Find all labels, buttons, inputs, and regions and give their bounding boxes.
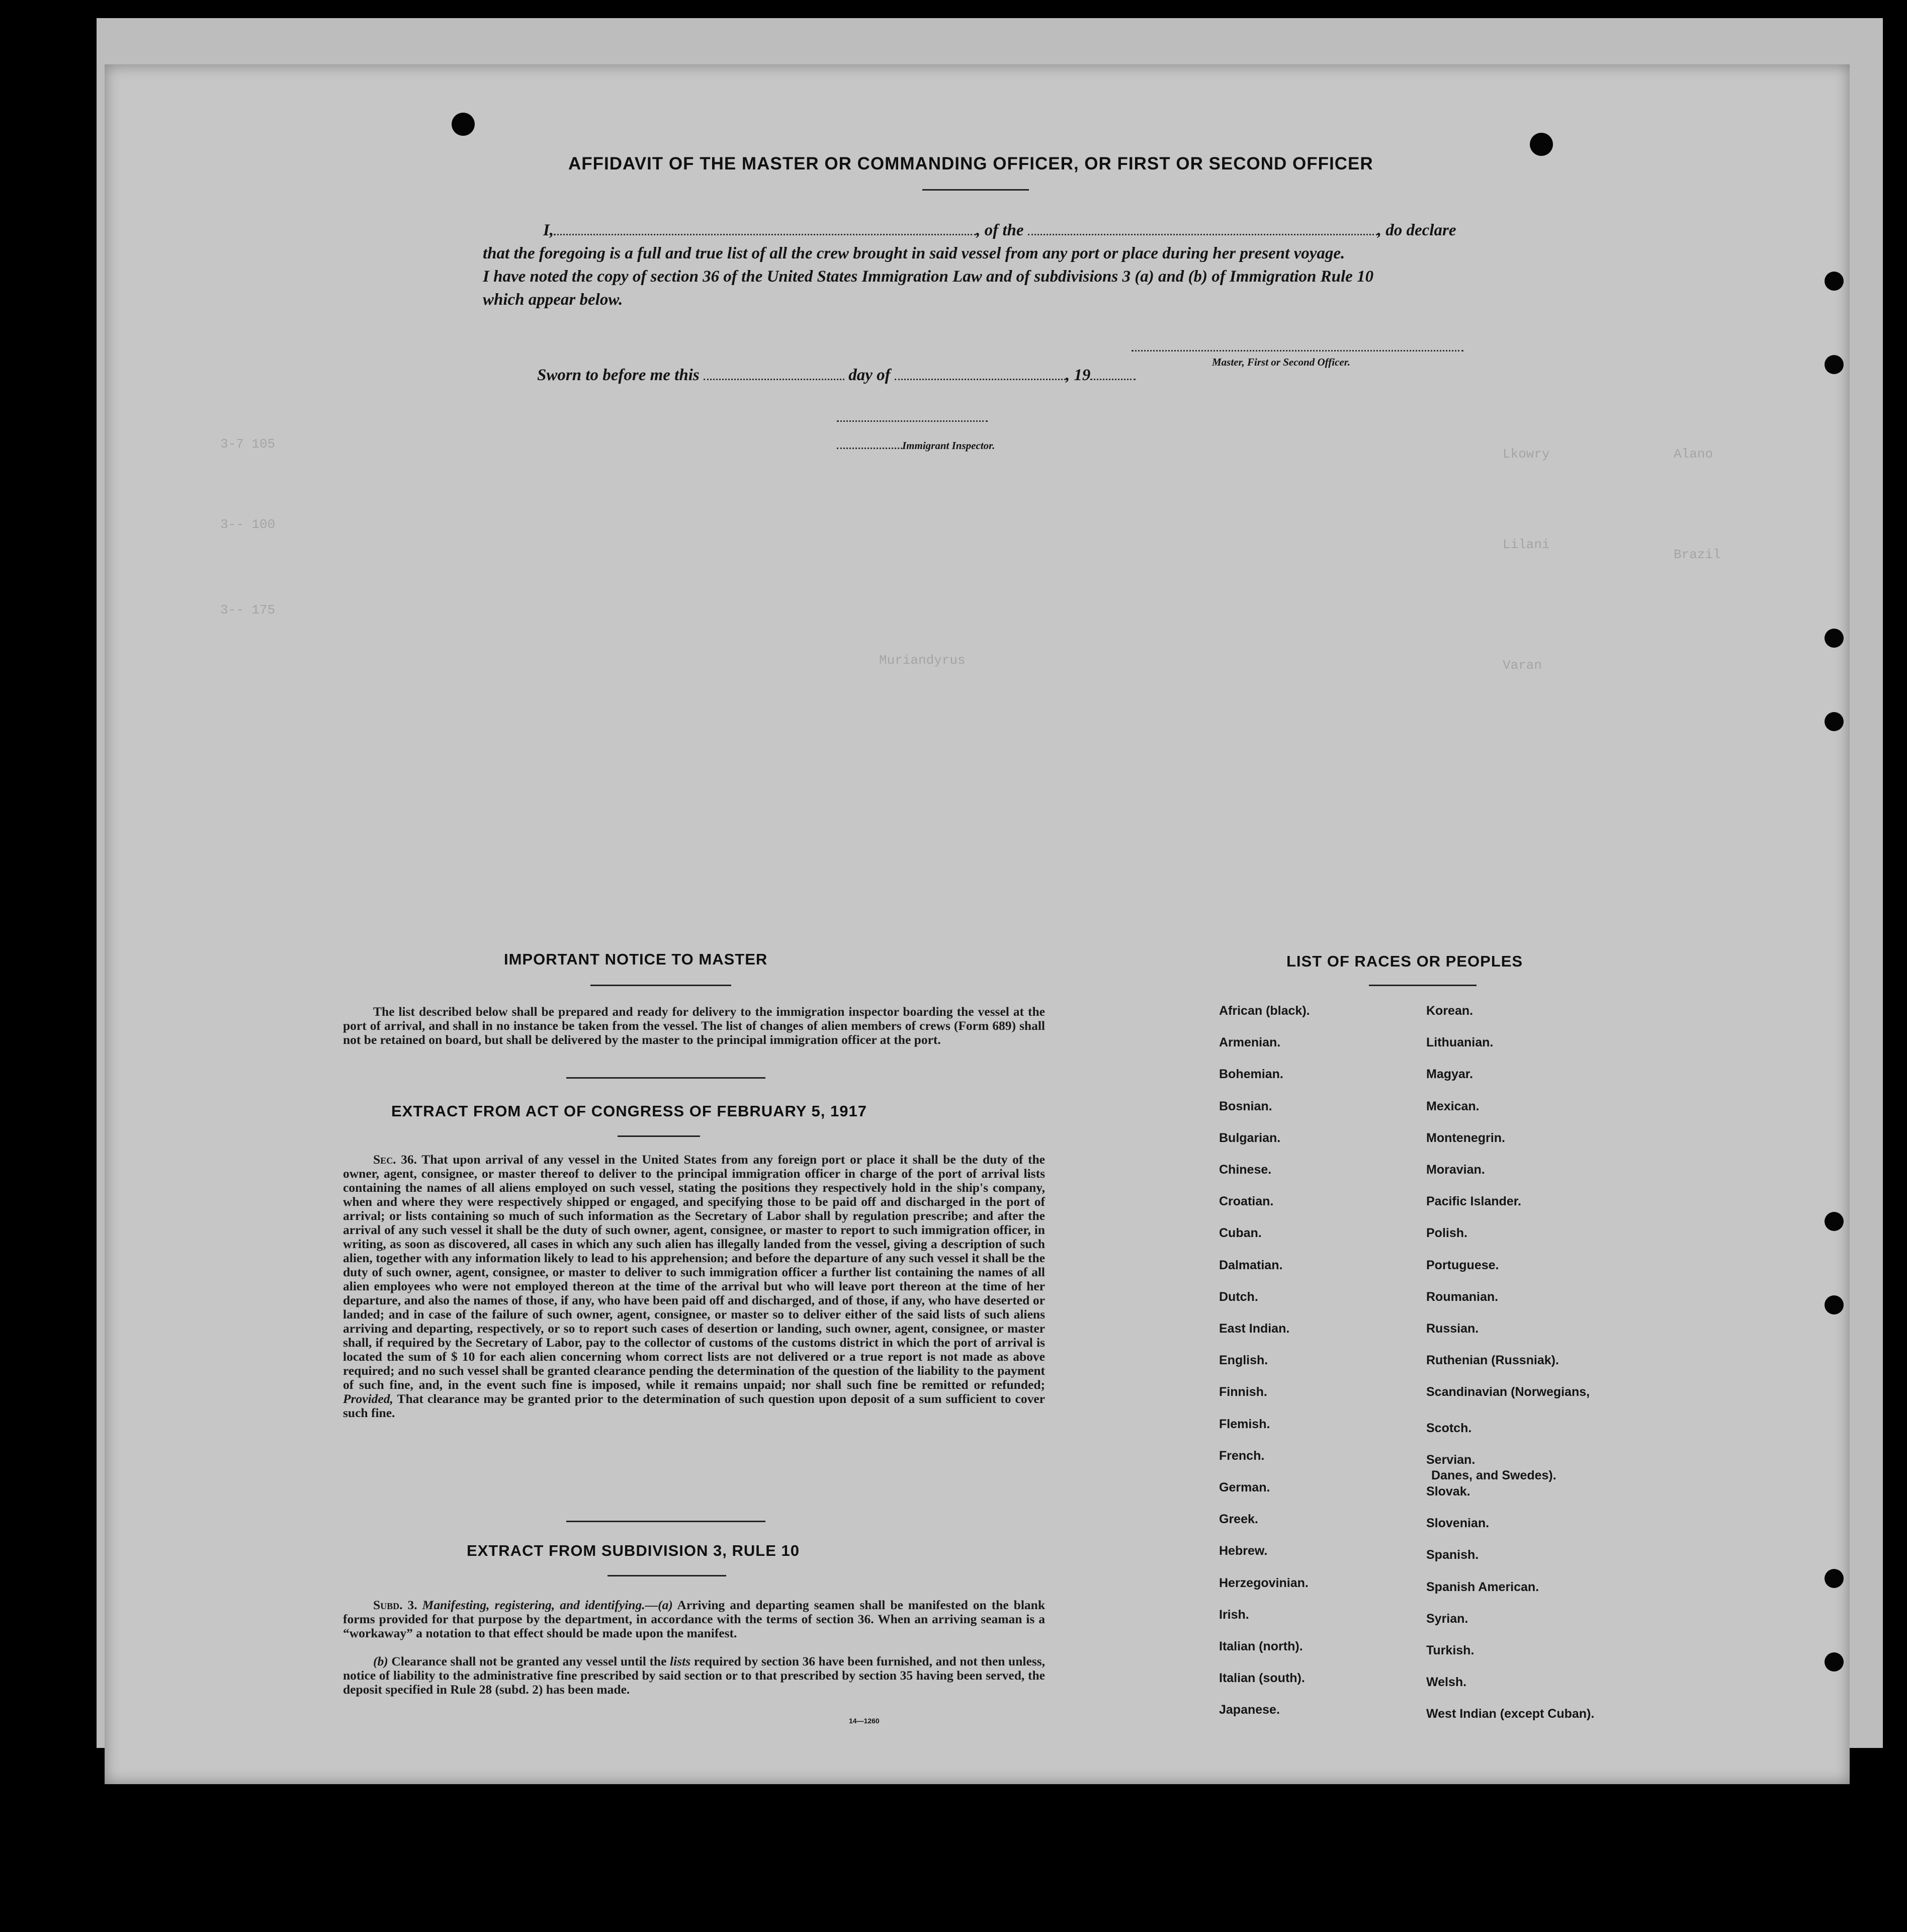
inspector-label: Immigrant Inspector.: [837, 440, 995, 452]
race-entry: Montenegrin.: [1426, 1131, 1505, 1145]
affidavit-title: AFFIDAVIT OF THE MASTER OR COMMANDING OFFICER, OR FIRST OR SECOND OFFICER: [568, 154, 1373, 173]
race-entry: Japanese.: [1219, 1703, 1280, 1717]
bleed-through-mark: Brazil: [1674, 547, 1721, 562]
subdivision-3a-text: Subd. 3. Manifesting, registering, and identifying.—(a) Arriving and departing seamen shall be manifested on the blank forms provided for that purpose by the department, in accordance with the terms of section 36. When an arriving seaman is a “workaway” a notation to that effect should be made upon the manifest.: [343, 1598, 1046, 1640]
race-entry: Korean.: [1426, 1004, 1473, 1018]
notice-title: IMPORTANT NOTICE TO MASTER: [504, 950, 768, 968]
race-entry: English.: [1219, 1353, 1268, 1367]
race-entry: Croatian.: [1219, 1194, 1274, 1208]
race-entry: Armenian.: [1219, 1035, 1281, 1049]
rule-title-underline: [608, 1575, 726, 1576]
race-entry: Slovenian.: [1426, 1516, 1490, 1530]
race-entry: Portuguese.: [1426, 1258, 1499, 1272]
affidavit-statement-line: I have noted the copy of section 36 of the United States Immigration Law and of subdivisions 3 (a) and (b) of Immigration Rule 10: [483, 268, 1374, 286]
title-underline: [922, 189, 1029, 191]
sworn-day-field[interactable]: [704, 379, 844, 380]
race-entry: Bosnian.: [1219, 1099, 1272, 1113]
section-divider: [566, 1077, 765, 1079]
race-entry: Spanish.: [1426, 1548, 1479, 1562]
races-title-underline: [1369, 985, 1477, 986]
race-entry: Danes, and Swedes).: [1431, 1468, 1556, 1482]
race-entry: West Indian (except Cuban).: [1426, 1707, 1595, 1721]
race-entry: African (black).: [1219, 1004, 1310, 1018]
bleed-through-mark: 3-7 105: [220, 436, 276, 452]
vessel-name-field[interactable]: [1028, 234, 1377, 235]
inspector-signature-field[interactable]: [837, 420, 988, 422]
race-entry: Polish.: [1426, 1226, 1467, 1240]
race-entry: Russian.: [1426, 1322, 1479, 1336]
race-entry: Lithuanian.: [1426, 1035, 1494, 1049]
section-divider: [566, 1521, 765, 1522]
affidavit-statement-line: that the foregoing is a full and true list of all the crew brought in said vessel from any port or place during her present voyage.: [483, 244, 1345, 262]
race-entry: Hebrew.: [1219, 1544, 1268, 1558]
binder-hole: [1825, 355, 1844, 374]
form-number: 14—1260: [849, 1717, 880, 1725]
race-entry: East Indian.: [1219, 1322, 1290, 1336]
race-entry: German.: [1219, 1480, 1270, 1495]
binder-hole: [1825, 1569, 1844, 1588]
section-36-text: Sec. 36. That upon arrival of any vessel in the United States from any foreign port or place it shall be the duty of the owner, agent, consignee, or master thereof to deliver to the principal immigration officer in charge of the port of arrival lists containing the names of all aliens employed on such vessel, stating the positions they respectively hold in the ship's company, when and where they were respectively shipped or engaged, and specifying those to be paid off and discharged in the port of arrival; or lists containing so much of such information as the Secretary of Labor shall by regulation prescribe; and after the arrival of any such vessel it shall be the duty of such owner, agent, consignee, or master to report to such immigration officer, in writing, as soon as discovered, all cases in which any such alien has illegally landed from the vessel, giving a description of such alien, together with any information likely to lead to his apprehension; and before the departure of any such vessel it shall be the duty of such owner, agent, consignee, or master to deliver to such immigration officer a further list containing the names of all alien employees who were not employed thereon at the time of the arrival but who will leave port thereon at the time of her departure, and also the names of those, if any, who have been paid off and discharged, and of those, if any, who have deserted or landed; and in case of the failure of such owner, agent, consignee, or master so to deliver either of the said lists of such aliens arriving and departing, respectively, or so to report such cases of desertion or landing, such owner, agent, consignee, or master shall, if required by the Secretary of Labor, pay to the collector of customs of the customs district in which the port of arrival is located the sum of $ 10 for each alien concerning whom correct lists are not delivered or a true report is not made as above required; and no such vessel shall be granted clearance pending the determination of the question of the liability to the payment of such fine, and, in the event such fine is imposed, while it remains unpaid; nor shall such fine be remitted or refunded; Provided, That clearance may be granted prior to the determination of such question upon deposit of a sum sufficient to cover such fine.: [343, 1152, 1045, 1420]
binder-hole: [1825, 712, 1844, 731]
bleed-through-mark: 3-- 175: [220, 602, 276, 618]
race-entry: Servian.: [1426, 1453, 1476, 1467]
act-title-underline: [618, 1135, 700, 1137]
race-entry: Cuban.: [1219, 1226, 1262, 1240]
race-entry: Moravian.: [1426, 1163, 1485, 1177]
race-entry: Finnish.: [1219, 1385, 1267, 1399]
binder-hole: [452, 113, 475, 136]
race-entry: Spanish American.: [1426, 1580, 1539, 1594]
bleed-through-mark: 3-- 100: [220, 517, 276, 532]
races-title: LIST OF RACES OR PEOPLES: [1286, 952, 1523, 970]
race-entry: French.: [1219, 1449, 1265, 1463]
binder-hole: [1825, 1295, 1844, 1314]
bleed-through-mark: Lkowry: [1503, 447, 1550, 462]
master-signature-field[interactable]: [1132, 350, 1463, 352]
race-entry: Irish.: [1219, 1608, 1249, 1622]
act-extract-title: EXTRACT FROM ACT OF CONGRESS OF FEBRUARY 5, 1917: [391, 1102, 867, 1120]
sworn-year-field[interactable]: [1090, 379, 1136, 380]
binder-hole: [1825, 1652, 1844, 1672]
race-entry: Greek.: [1219, 1512, 1258, 1526]
race-entry: Flemish.: [1219, 1417, 1270, 1431]
race-entry: Ruthenian (Russniak).: [1426, 1353, 1559, 1367]
race-entry: Bulgarian.: [1219, 1131, 1281, 1145]
race-entry: Slovak.: [1426, 1484, 1470, 1499]
race-entry: Magyar.: [1426, 1067, 1473, 1081]
form-page: [105, 64, 1850, 1784]
bleed-through-mark: Lilani: [1503, 537, 1550, 552]
notice-title-underline: [590, 985, 731, 986]
binder-hole: [1825, 629, 1844, 648]
subdivision-3b-text: (b) Clearance shall not be granted any vessel until the lists required by section 36 have been furnished, and not then unless, notice of liability to the administrative fine prescribed by said section or to that prescribed by section 35 having been served, the deposit specified in Rule 28 (subd. 2) has been made.: [343, 1654, 1046, 1697]
race-entry: Roumanian.: [1426, 1290, 1499, 1304]
rule-extract-title: EXTRACT FROM SUBDIVISION 3, RULE 10: [467, 1542, 800, 1559]
race-entry: Dalmatian.: [1219, 1258, 1283, 1272]
affidavit-declaration-line: I, , of the , do declare: [543, 221, 1456, 239]
race-entry: Herzegovinian.: [1219, 1576, 1309, 1590]
race-entry: Italian (south).: [1219, 1671, 1305, 1685]
notice-body: The list described below shall be prepared and ready for delivery to the immigration inspector boarding the vessel at the port of arrival, and shall in no instance be taken from the vessel. The list of changes of alien members of crews (Form 689) shall not be retained on board, but shall be delivered by the master to the principal immigration officer at the port.: [343, 1004, 1045, 1047]
bleed-through-mark: Muriandyrus: [879, 653, 966, 668]
bleed-through-mark: Varan: [1503, 658, 1542, 673]
race-entry: Turkish.: [1426, 1643, 1475, 1657]
race-entry: Scotch.: [1426, 1421, 1472, 1435]
race-entry: Bohemian.: [1219, 1067, 1283, 1081]
bleed-through-mark: Alano: [1674, 447, 1713, 462]
sworn-line: Sworn to before me this day of , 19: [537, 364, 1136, 386]
binder-hole: [1825, 1212, 1844, 1231]
race-entry: Pacific Islander.: [1426, 1194, 1521, 1208]
binder-hole: [1530, 133, 1553, 156]
sworn-month-field[interactable]: [895, 379, 1066, 380]
race-entry: Welsh.: [1426, 1675, 1467, 1689]
race-entry: Mexican.: [1426, 1099, 1480, 1113]
master-signature-label: Master, First or Second Officer.: [1212, 356, 1350, 368]
race-entry: Syrian.: [1426, 1612, 1468, 1626]
declarant-name-field[interactable]: [554, 234, 976, 235]
race-entry: Italian (north).: [1219, 1639, 1303, 1653]
affidavit-statement-line: which appear below.: [483, 291, 623, 309]
race-entry: Dutch.: [1219, 1290, 1258, 1304]
race-entry: Scandinavian (Norwegians,: [1426, 1385, 1590, 1399]
race-entry: Chinese.: [1219, 1163, 1272, 1177]
binder-hole: [1825, 272, 1844, 291]
